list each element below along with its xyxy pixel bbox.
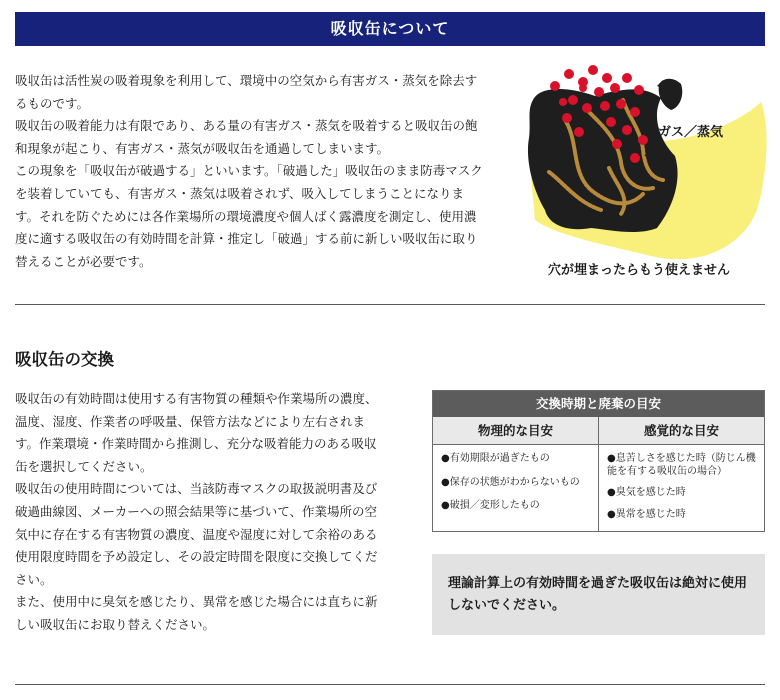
exchange-paragraph-2: 吸収缶の使用時間については、当該防毒マスクの取扱説明書及び破過曲線図、メーカーへの照会結果等に基づいて、作業場所の空気中に存在する有害物質の濃度、温度や湿度に対して余裕のある使用限度時間を予め設定し、その設定時間を限度に交換してください。 — [15, 481, 378, 587]
intro-paragraph-1: 吸収缶は活性炭の吸着現象を利用して、環境中の空気から有害ガス・蒸気を除去するものです。 — [15, 73, 478, 111]
physical-criteria-list — [433, 445, 598, 531]
list-item: ●異常を感じた時 — [607, 508, 686, 520]
sensory-criteria-list — [598, 445, 764, 531]
intro-text — [15, 70, 485, 273]
list-item: ●有効期限が過ぎたもの — [441, 453, 550, 464]
warning-box: 理論計算上の有効時間を過ぎた吸収缶は絶対に使用しないでください。 — [432, 554, 765, 635]
intro-paragraph-3: この現象を「吸収缶が破過する」といいます。「破過した」吸収缶のまま防毒マスクを装着していても、有害ガス・蒸気は吸着されず、吸入してしまうことになります。それを防ぐためには各作業場所の環境濃度や個人ばく露濃度を測定し、使用濃度に適する吸収缶の有効時間を計算・推定し「破過」する前に新しい吸収缶に取り替えることが必要です。 — [15, 163, 483, 269]
section-divider-top — [15, 304, 765, 305]
column-header-sensory: 感覚的な目安 — [598, 417, 764, 444]
table-header-row — [433, 417, 764, 445]
illustration-caption: 穴が埋まったらもう使えません — [548, 263, 731, 278]
list-item: ●臭気を感じた時 — [607, 487, 686, 498]
exchange-paragraph-3: また、使用中に臭気を感じたり、異常を感じた場合には直ちに新しい吸収缶にお取り替えください。 — [15, 594, 378, 632]
replacement-guideline-table — [432, 390, 765, 532]
table-title: 交換時期と廃棄の目安 — [433, 391, 764, 417]
section-divider-bottom — [15, 684, 765, 685]
section-title-banner: 吸収缶について — [15, 12, 765, 46]
column-header-physical: 物理的な目安 — [477, 423, 553, 438]
exchange-paragraph-1: 吸収缶の有効時間は使用する有害物質の種類や作業場所の濃度、温度、湿度、作業者の呼吸量、保管方法などにより左右されます。作業環境・作業時間から推測し、充分な吸着能力のある吸収缶を選択してください。 — [15, 391, 378, 474]
list-item: ●保存の状態がわからないもの — [441, 476, 580, 488]
intro-paragraph-2: 吸収缶の吸着能力は有限であり、ある量の有害ガス・蒸気を吸着すると吸収缶の飽和現象が起こり、有害ガス・蒸気が吸収缶を通過してしまいます。 — [15, 118, 478, 156]
list-item: ●息苦しさを感じた時（防じん機能を有する吸収缶の場合） — [607, 453, 756, 477]
gas-vapor-label: ガス／蒸気 — [658, 125, 724, 140]
list-item: ●破損／変形したもの — [441, 500, 540, 511]
table-body — [433, 445, 764, 531]
exchange-text — [15, 388, 387, 637]
section-heading-exchange: 吸収缶の交換 — [15, 350, 114, 369]
activated-carbon-illustration — [525, 60, 770, 285]
